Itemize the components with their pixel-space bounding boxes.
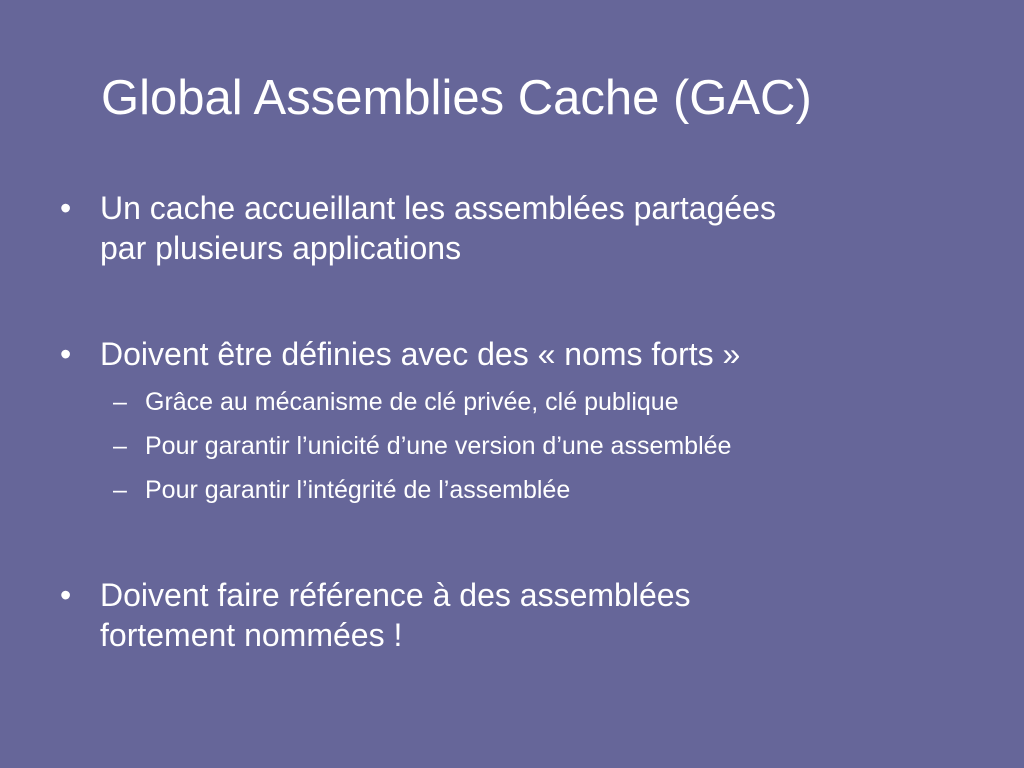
sub-bullet-item [113, 387, 1003, 417]
bullet-dot-icon: • [60, 190, 72, 226]
bullet-text [100, 334, 960, 374]
dash-icon: – [113, 432, 127, 460]
dash-icon: – [113, 388, 127, 416]
sub-bullet-text: Pour garantir l’unicité d’une version d’une assemblée [145, 432, 732, 460]
sub-bullet-item [113, 431, 1003, 461]
dash-icon: – [113, 476, 127, 504]
bullet-dot-icon: • [60, 577, 72, 613]
bullet-text [100, 188, 960, 268]
bullet-text-line-1: Un cache accueillant les assemblées partagées [100, 190, 776, 226]
sub-bullet-text: Pour garantir l’intégrité de l’assemblée [145, 476, 571, 504]
bullet-item [60, 575, 960, 655]
bullet-item [60, 334, 960, 374]
sub-bullet-item [113, 475, 1003, 505]
bullet-text-line-1: Doivent faire référence à des assemblées [100, 577, 691, 613]
bullet-item [60, 188, 960, 268]
bullet-text [100, 575, 960, 655]
bullet-dot-icon: • [60, 336, 72, 372]
slide-title: Global Assemblies Cache (GAC) [101, 71, 812, 125]
bullet-text-line-2: par plusieurs applications [100, 230, 462, 266]
bullet-text-line-2: fortement nommées ! [100, 617, 403, 653]
sub-bullet-text: Grâce au mécanisme de clé privée, clé publique [145, 388, 679, 416]
bullet-text-line-1: Doivent être définies avec des « noms forts » [100, 336, 741, 372]
